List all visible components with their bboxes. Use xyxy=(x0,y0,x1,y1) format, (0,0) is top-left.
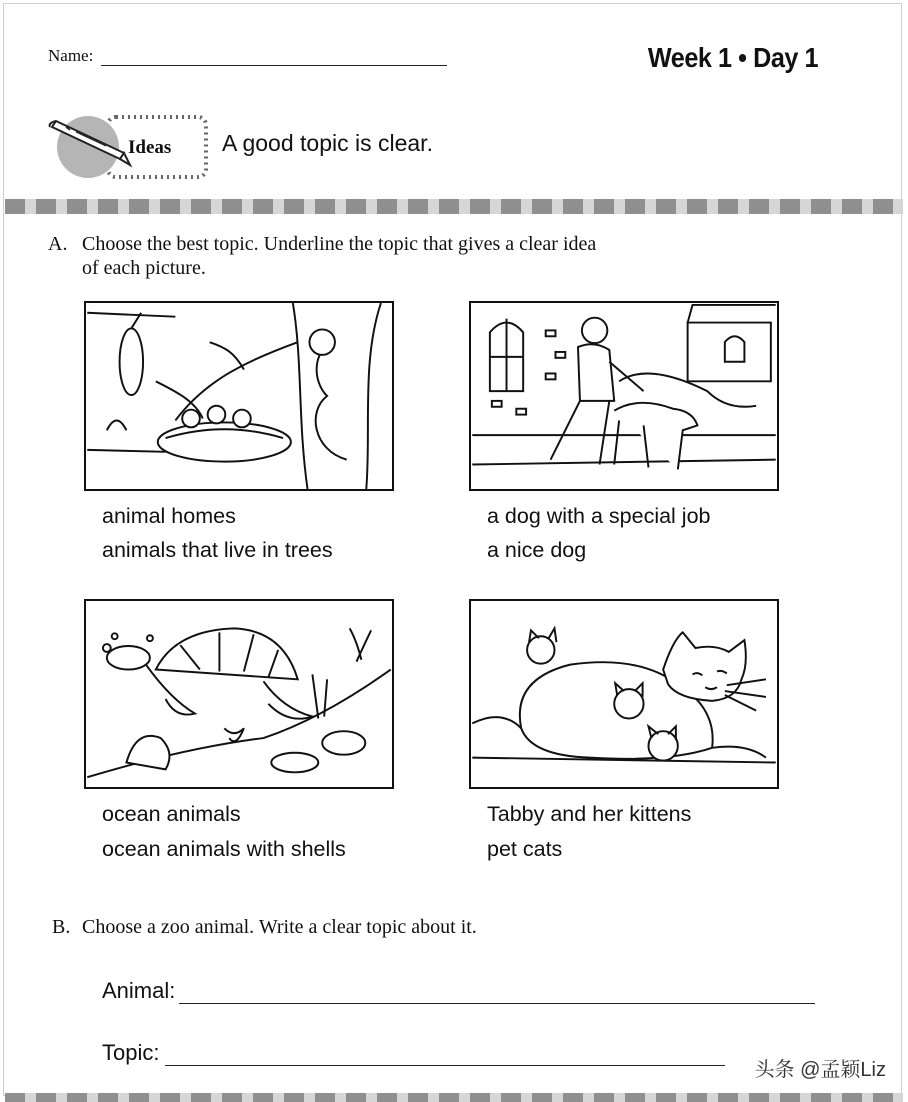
animal-line[interactable] xyxy=(179,983,815,1004)
section-a-text: Choose the best topic. Underline the topic that gives a clear idea of each picture. xyxy=(82,233,597,279)
option-pet-cats[interactable]: pet cats xyxy=(487,837,563,861)
section-a-instructions xyxy=(48,232,602,280)
option-animal-homes[interactable]: animal homes xyxy=(102,504,236,528)
ocean-turtle-picture xyxy=(84,599,394,789)
section-b-text: Choose a zoo animal. Write a clear topic about it. xyxy=(82,916,477,938)
section-b-letter: B. xyxy=(52,916,71,938)
option-dog-special-job[interactable]: a dog with a special job xyxy=(487,504,711,528)
option-nice-dog[interactable]: a nice dog xyxy=(487,538,587,562)
option-tabby-kittens[interactable]: Tabby and her kittens xyxy=(487,802,692,826)
name-label: Name: xyxy=(48,46,94,65)
top-divider-stripe xyxy=(5,199,903,214)
section-a-letter: A. xyxy=(48,233,68,255)
animals-in-tree-picture xyxy=(84,301,394,491)
watermark: 头条 @孟颖Liz xyxy=(754,1059,886,1081)
name-field xyxy=(48,46,447,66)
option-ocean-animals[interactable]: ocean animals xyxy=(102,802,241,826)
option-ocean-animals-shells[interactable]: ocean animals with shells xyxy=(102,837,346,861)
animal-label: Animal: xyxy=(102,978,176,1003)
ideas-tagline: A good topic is clear. xyxy=(222,130,433,156)
topic-label: Topic: xyxy=(102,1040,160,1065)
boy-walking-dog-picture xyxy=(469,301,779,491)
animal-field xyxy=(102,978,815,1004)
week-day-title: Week 1 • Day 1 xyxy=(647,42,818,73)
topic-field xyxy=(102,1040,725,1066)
ideas-badge xyxy=(46,113,212,181)
ideas-badge-label: Ideas xyxy=(128,137,172,158)
option-animals-live-in-trees[interactable]: animals that live in trees xyxy=(102,538,333,562)
name-line[interactable] xyxy=(101,49,447,66)
bottom-divider-stripe xyxy=(5,1093,903,1102)
cat-and-kittens-picture xyxy=(469,599,779,789)
topic-line[interactable] xyxy=(165,1045,725,1066)
section-b-instructions xyxy=(52,916,477,939)
